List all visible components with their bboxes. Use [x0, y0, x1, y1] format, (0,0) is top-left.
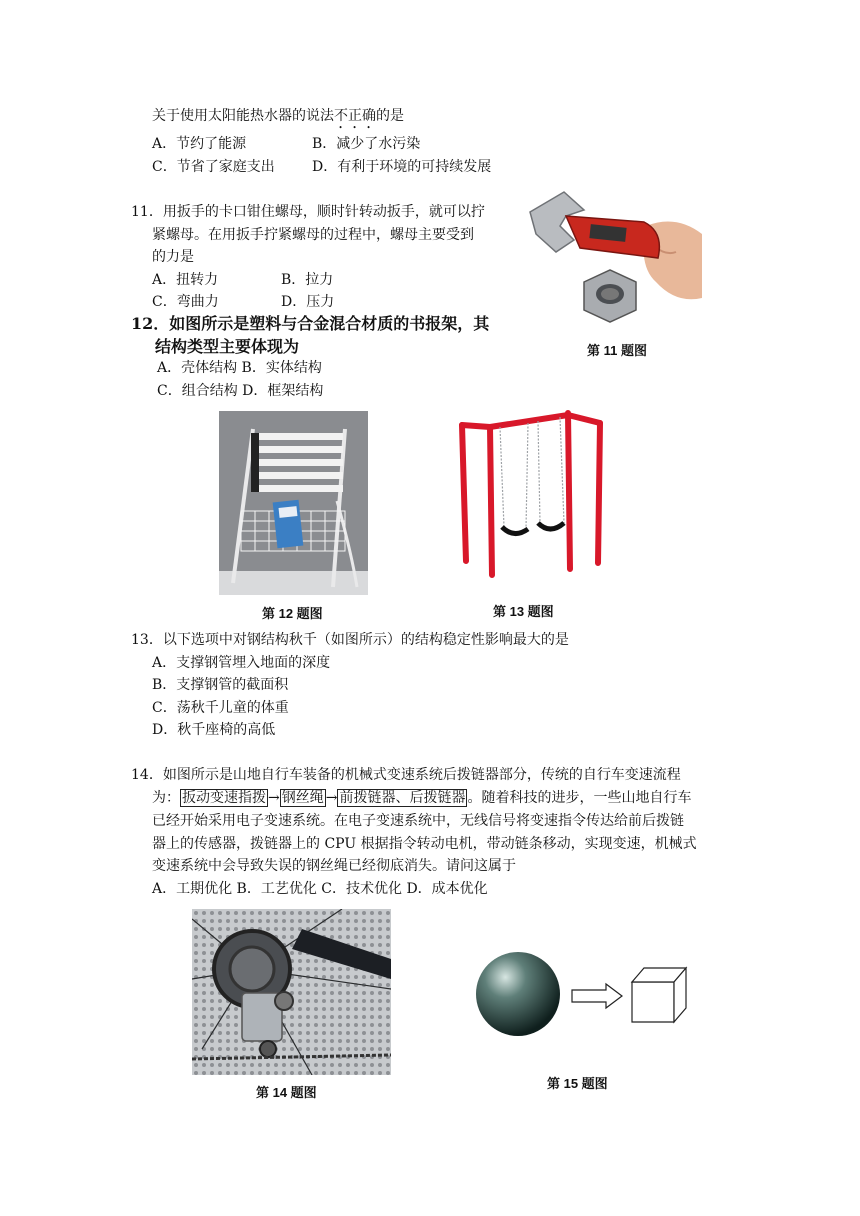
- wrench-figure: [526, 186, 704, 332]
- q14-stem-line3: 已经开始采用电子变速系统。在电子变速系统中，无线信号将变速指令传达给前后拨链: [152, 813, 684, 829]
- q13-option-a[interactable]: A．支撑钢管埋入地面的深度: [152, 655, 331, 671]
- q14-stem-line2: 为： 扳动变速指拨 → 钢丝绳 → 前拨链器、后拨链器 。随着科技的进步，一些山地自行车: [152, 790, 692, 806]
- arrow-right-icon: →: [325, 790, 338, 806]
- q13-stem: 13．以下选项中对钢结构秋千（如图所示）的结构稳定性影响最大的是: [131, 632, 569, 648]
- q10-option-a[interactable]: A．节约了能源: [152, 136, 247, 152]
- q10-emphasis: 不正确: [334, 108, 376, 124]
- fig15-caption: 第 15 题图: [547, 1076, 608, 1091]
- q11-stem-line3: 的力是: [152, 249, 194, 265]
- cube-shape: [632, 968, 686, 1022]
- q12-options-cd[interactable]: C．组合结构 D．框架结构: [157, 383, 324, 399]
- q12-options-ab[interactable]: A．壳体结构 B．实体结构: [157, 360, 322, 376]
- q12-stem-line2: 结构类型主要体现为: [155, 337, 300, 356]
- swing-frame: [462, 413, 600, 575]
- q12-stem-line1: 12．如图所示是塑料与合金混合材质的书报架，其: [131, 314, 490, 333]
- q14-stem-line5: 变速系统中会导致失误的钢丝绳已经彻底消失。请问这属于: [152, 858, 516, 874]
- q13-option-c[interactable]: C．荡秋千儿童的体重: [152, 700, 289, 716]
- magazine-rack-figure: [219, 411, 368, 595]
- q10-option-c[interactable]: C．节省了家庭支出: [152, 159, 275, 175]
- swing-chains: [500, 417, 564, 529]
- q13-option-b[interactable]: B．支撑钢管的截面积: [152, 677, 289, 693]
- q11-option-a[interactable]: A．扭转力: [152, 272, 219, 288]
- q10-option-b[interactable]: B．减少了水污染: [312, 136, 421, 152]
- arrow-right-icon: →: [268, 790, 280, 806]
- q11-option-c[interactable]: C．弯曲力: [152, 294, 219, 310]
- swing-seat-right: [538, 523, 564, 529]
- q11-option-d[interactable]: D．压力: [281, 294, 335, 310]
- flow-step-3: 前拨链器、后拨链器: [339, 790, 466, 806]
- q11-stem-line2: 紧螺母。在用扳手拧紧螺母的过程中，螺母主要受到: [152, 227, 474, 243]
- q10-option-d[interactable]: D．有利于环境的可持续发展: [312, 159, 492, 175]
- derailleur-figure: [192, 909, 391, 1075]
- swing-seat-left: [502, 527, 528, 534]
- q14-stem-line4: 器上的传感器，拨链器上的 CPU 根据指令转动电机，带动链条移动，实现变速，机械式: [152, 836, 697, 852]
- sphere-shape: [476, 952, 560, 1036]
- sphere-to-cube-figure: [474, 950, 690, 1040]
- q11-stem-line1: 11．用扳手的卡口钳住螺母，顺时针转动扳手，就可以拧: [131, 204, 485, 220]
- flow-step-2: 钢丝绳: [281, 790, 324, 806]
- fig13-caption: 第 13 题图: [493, 604, 554, 619]
- q11-option-b[interactable]: B．拉力: [281, 272, 334, 288]
- arrow-right-icon: [572, 984, 622, 1008]
- flow-step-1: 扳动变速指拨: [182, 790, 266, 806]
- q13-option-d[interactable]: D．秋千座椅的高低: [152, 722, 276, 738]
- swing-figure: [452, 405, 610, 581]
- q14-stem-line1: 14．如图所示是山地自行车装备的机械式变速系统后拨链器部分，传统的自行车变速流程: [131, 767, 681, 783]
- fig11-caption: 第 11 题图: [587, 343, 647, 358]
- q10-stem: 关于使用太阳能热水器的说法不正确的是: [152, 108, 404, 124]
- fig14-caption: 第 14 题图: [256, 1085, 317, 1100]
- fig12-caption: 第 12 题图: [262, 606, 323, 621]
- q14-options[interactable]: A．工期优化 B．工艺优化 C．技术优化 D．成本优化: [152, 881, 488, 897]
